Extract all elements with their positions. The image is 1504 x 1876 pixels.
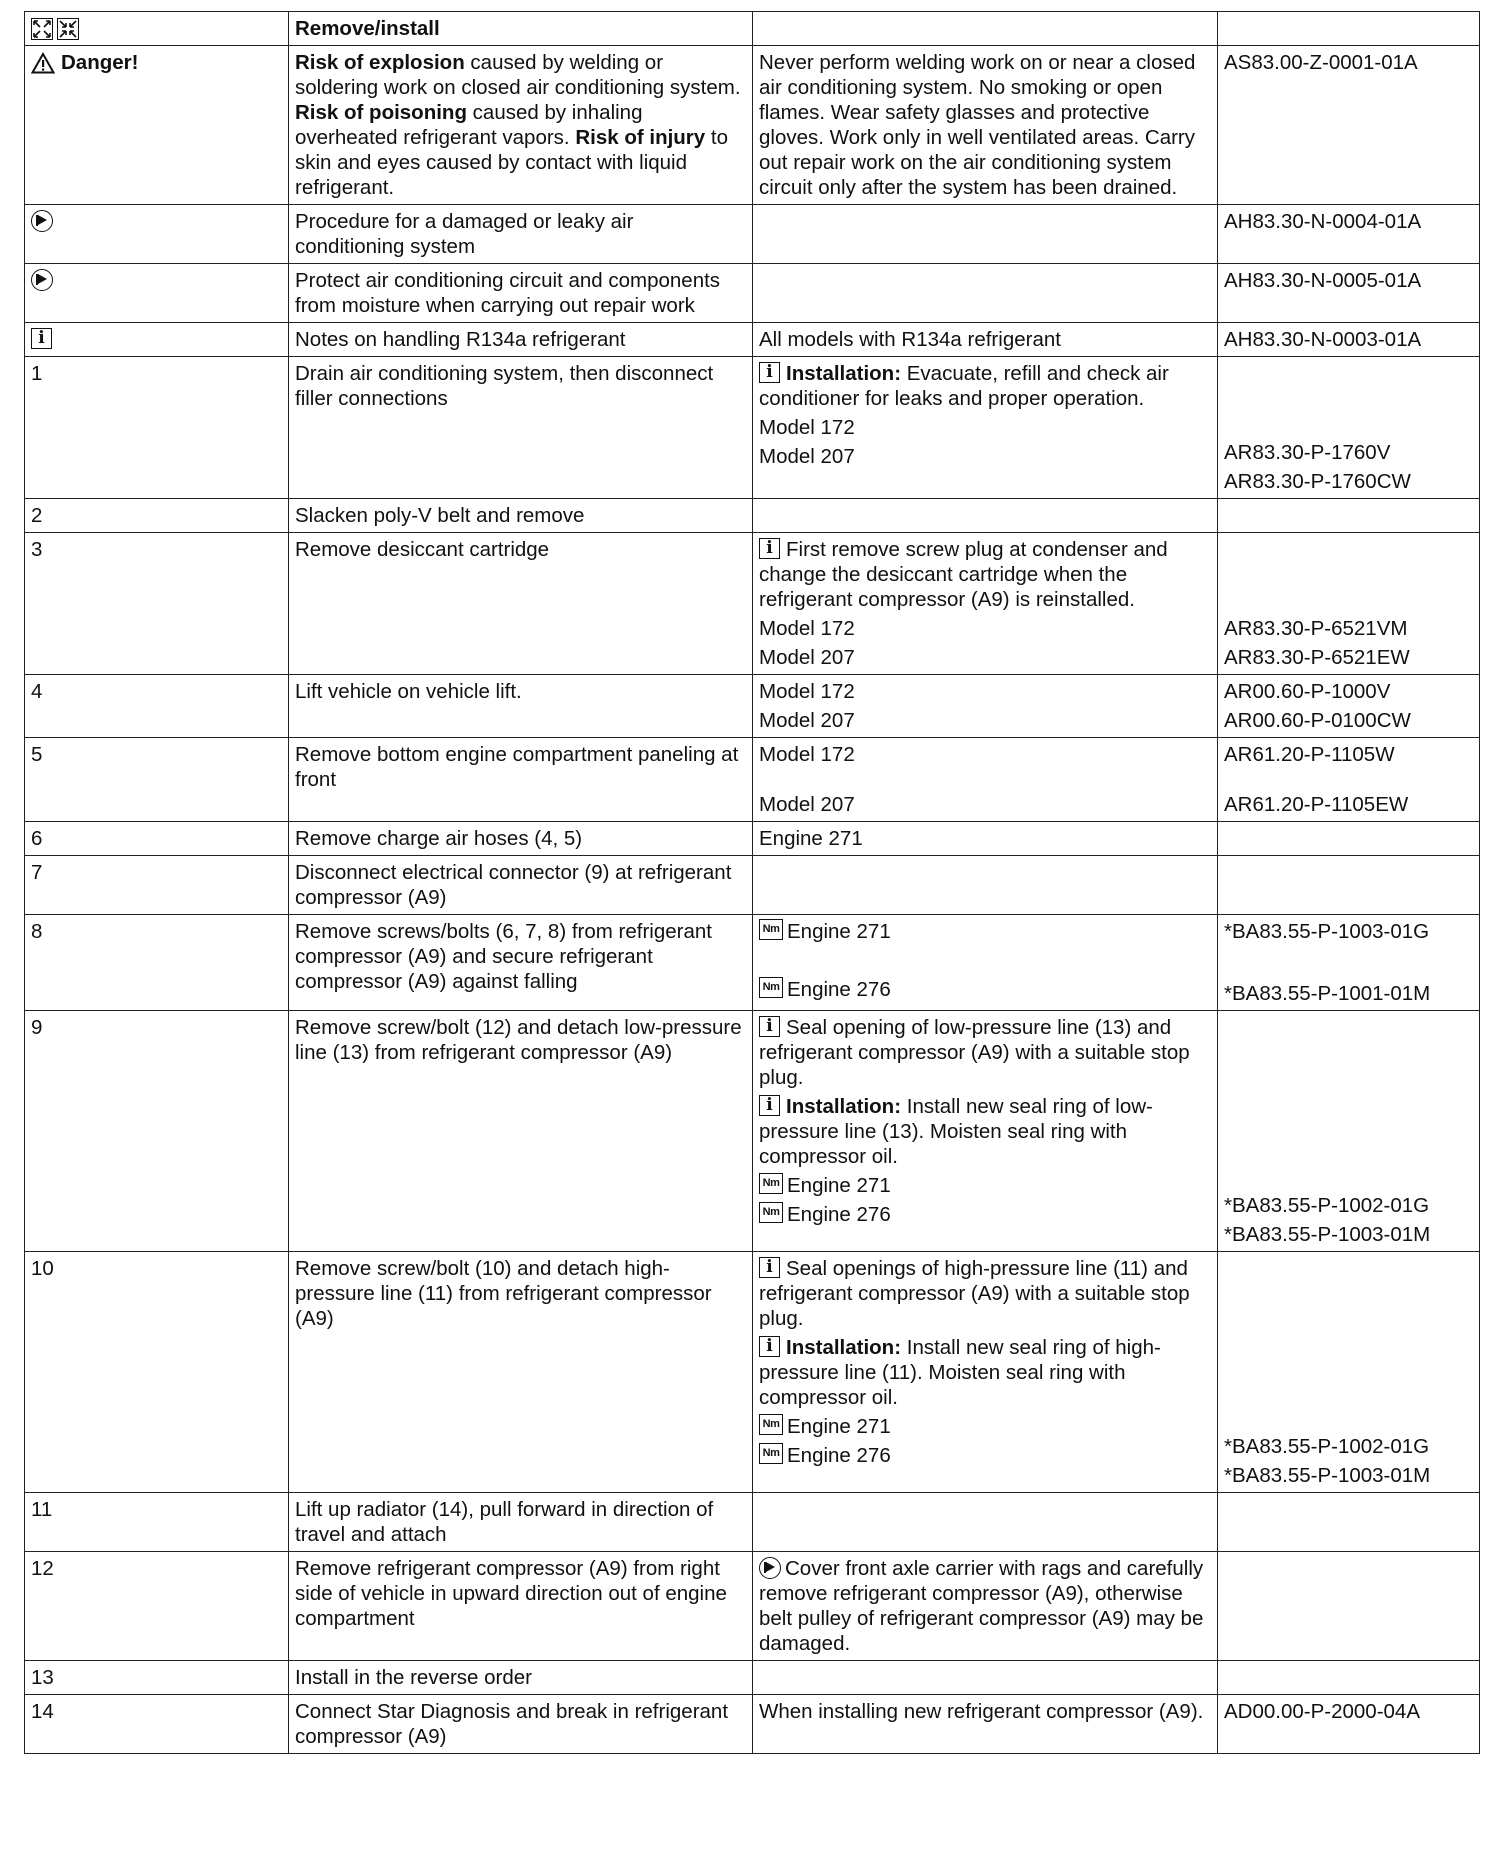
step-text: Slacken poly-V belt and remove [289,499,753,533]
info-text: Evacuate, refill and check air conditioner for leaks and proper operation. [759,362,1169,410]
header-row [25,12,1480,46]
step-info [753,1552,1218,1661]
step-refs [1218,1252,1480,1493]
step-number: 14 [25,1695,289,1754]
note-icon [31,210,53,232]
collapse-icon[interactable] [57,18,79,40]
ref-link[interactable]: *BA83.55-P-1002-01G [1224,1194,1430,1217]
risk-injury: Risk of injury [575,126,706,149]
info-icon: i [759,538,780,559]
ref-link[interactable]: *BA83.55-P-1002-01G [1224,1435,1430,1458]
danger-measure: Never perform welding work on or near a closed air conditioning system. No smoking or open flames. Wear safety glasses and protective gloves. Work only in well ventilated areas. Carry out repair work on the air conditioning system circuit only after the system has been drained. [753,46,1218,205]
step-number: 2 [25,499,289,533]
info-text: Install new seal ring of high-pressure line (11). Moisten seal ring with compressor oil. [759,1336,1161,1409]
step-refs [1218,357,1480,499]
step-row [25,1011,1480,1252]
engine-label: Engine 276 [787,1203,891,1226]
step-refs [1218,675,1480,738]
step-text: Lift vehicle on vehicle lift. [289,675,753,738]
step-info: When installing new refrigerant compressor (A9). [753,1695,1218,1754]
step-text: Drain air conditioning system, then disconnect filler connections [289,357,753,499]
info-icon: i [759,1095,780,1116]
model-label: Model 172 [759,416,855,439]
note-icon [31,269,53,291]
note-text: Procedure for a damaged or leaky air conditioning system [289,205,753,264]
step-row [25,675,1480,738]
step-text: Lift up radiator (14), pull forward in direction of travel and attach [289,1493,753,1552]
model-label: Model 172 [759,743,855,766]
torque-icon: Nm [759,1443,783,1464]
info-icon: i [759,1336,780,1357]
torque-icon: Nm [759,1414,783,1435]
step-refs [1218,533,1480,675]
step-number: 4 [25,675,289,738]
risk-explosion-text: caused by welding or soldering work on closed air conditioning system. [295,51,741,99]
info-icon: i [759,362,780,383]
info-text: First remove screw plug at condenser and change the desiccant cartridge when the refrigerant compressor (A9) is reinstalled. [759,538,1168,611]
step-row [25,1252,1480,1493]
ref-link[interactable]: AR00.60-P-1000V [1224,680,1391,703]
procedure-table [24,11,1480,1754]
step-row [25,357,1480,499]
danger-label-cell [25,46,289,205]
note-ref[interactable]: AH83.30-N-0005-01A [1218,264,1480,323]
model-label: Model 207 [759,445,855,468]
ref-link[interactable]: AR83.30-P-1760V [1224,441,1391,464]
step-info [753,915,1218,1011]
step-refs [1218,915,1480,1011]
risk-explosion: Risk of explosion [295,51,465,74]
torque-icon: Nm [759,919,783,940]
header-empty [753,12,1218,46]
step-row [25,822,1480,856]
model-label: Model 172 [759,617,855,640]
danger-ref[interactable]: AS83.00-Z-0001-01A [1218,46,1480,205]
header-title: Remove/install [289,12,753,46]
step-row [25,1695,1480,1754]
installation-label: Installation: [786,1336,902,1359]
note-info: All models with R134a refrigerant [753,323,1218,357]
engine-label: Engine 271 [787,1174,891,1197]
step-row [25,856,1480,915]
note-icon [759,1557,781,1579]
danger-risks [289,46,753,205]
step-text: Disconnect electrical connector (9) at refrigerant compressor (A9) [289,856,753,915]
step-text: Remove screw/bolt (12) and detach low-pressure line (13) from refrigerant compressor (A9) [289,1011,753,1252]
step-number: 11 [25,1493,289,1552]
ref-link[interactable]: *BA83.55-P-1001-01M [1224,982,1431,1005]
header-empty [1218,12,1480,46]
ref-link[interactable]: *BA83.55-P-1003-01M [1224,1223,1431,1246]
risk-poisoning-text: caused by inhaling overheated refrigerant vapors. [295,101,643,149]
torque-icon: Nm [759,977,783,998]
step-info [753,1011,1218,1252]
step-number: 5 [25,738,289,822]
warning-triangle-icon [31,52,55,74]
step-row [25,1661,1480,1695]
engine-label: Engine 271 [787,920,891,943]
ref-link[interactable]: AR00.60-P-0100CW [1224,709,1411,732]
step-info [753,738,1218,822]
risk-poisoning: Risk of poisoning [295,101,467,124]
engine-label: Engine 276 [787,1444,891,1467]
step-row [25,738,1480,822]
step-row [25,1552,1480,1661]
step-info [753,675,1218,738]
step-text: Remove charge air hoses (4, 5) [289,822,753,856]
note-ref[interactable]: AH83.30-N-0004-01A [1218,205,1480,264]
info-icon: i [759,1257,780,1278]
step-text: Install in the reverse order [289,1661,753,1695]
installation-label: Installation: [786,362,902,385]
ref-link[interactable]: AD00.00-P-2000-04A [1218,1695,1480,1754]
step-number: 1 [25,357,289,499]
info-icon: i [31,328,52,349]
header-icons-cell [25,12,289,46]
step-number: 6 [25,822,289,856]
step-number: 8 [25,915,289,1011]
danger-row [25,46,1480,205]
step-row [25,1493,1480,1552]
step-row [25,533,1480,675]
step-text: Remove screws/bolts (6, 7, 8) from refrigerant compressor (A9) and secure refrigerant compressor (A9) against falling [289,915,753,1011]
installation-label: Installation: [786,1095,902,1118]
step-text: Remove desiccant cartridge [289,533,753,675]
step-info [753,357,1218,499]
engine-label: Engine 271 [787,1415,891,1438]
note-row [25,264,1480,323]
ref-link[interactable]: AR61.20-P-1105EW [1224,793,1409,816]
step-refs [1218,1011,1480,1252]
note-text: Cover front axle carrier with rags and carefully remove refrigerant compressor (A9), otherwise belt pulley of refrigerant compressor (A9) may be damaged. [759,1557,1204,1655]
model-label: Model 207 [759,646,855,669]
step-number: 13 [25,1661,289,1695]
info-icon: i [759,1016,780,1037]
step-number: 7 [25,856,289,915]
danger-label: Danger! [61,51,139,74]
ref-link[interactable]: *BA83.55-P-1003-01G [1224,920,1430,943]
note-row [25,205,1480,264]
model-label: Model 207 [759,709,855,732]
step-text: Connect Star Diagnosis and break in refrigerant compressor (A9) [289,1695,753,1754]
step-text: Remove screw/bolt (10) and detach high-pressure line (11) from refrigerant compressor (A9) [289,1252,753,1493]
model-label: Model 172 [759,680,855,703]
note-text: Notes on handling R134a refrigerant [289,323,753,357]
ref-link[interactable]: AR83.30-P-6521VM [1224,617,1408,640]
ref-link[interactable]: AR83.30-P-6521EW [1224,646,1410,669]
note-text: Protect air conditioning circuit and components from moisture when carrying out repair work [289,264,753,323]
ref-link[interactable]: *BA83.55-P-1003-01M [1224,1464,1431,1487]
step-text: Remove bottom engine compartment paneling at front [289,738,753,822]
ref-link[interactable]: AR83.30-P-1760CW [1224,470,1411,493]
model-label: Model 207 [759,793,855,816]
step-number: 9 [25,1011,289,1252]
note-row [25,323,1480,357]
note-ref[interactable]: AH83.30-N-0003-01A [1218,323,1480,357]
step-refs [1218,738,1480,822]
step-number: 12 [25,1552,289,1661]
risk-injury-text: to skin and eyes caused by contact with liquid refrigerant. [295,126,728,199]
step-text: Remove refrigerant compressor (A9) from right side of vehicle in upward direction out of engine compartment [289,1552,753,1661]
ref-link[interactable]: AR61.20-P-1105W [1224,743,1395,766]
step-row [25,915,1480,1011]
step-info: Engine 271 [753,822,1218,856]
engine-label: Engine 276 [787,978,891,1001]
step-row [25,499,1480,533]
torque-icon: Nm [759,1173,783,1194]
step-number: 10 [25,1252,289,1493]
step-number: 3 [25,533,289,675]
torque-icon: Nm [759,1202,783,1223]
info-text: Seal openings of high-pressure line (11) and refrigerant compressor (A9) with a suitable stop plug. [759,1257,1190,1330]
step-info [753,1252,1218,1493]
expand-icon[interactable] [31,18,53,40]
info-text: Install new seal ring of low-pressure line (13). Moisten seal ring with compressor oil. [759,1095,1153,1168]
step-info [753,533,1218,675]
info-text: Seal opening of low-pressure line (13) and refrigerant compressor (A9) with a suitable stop plug. [759,1016,1190,1089]
